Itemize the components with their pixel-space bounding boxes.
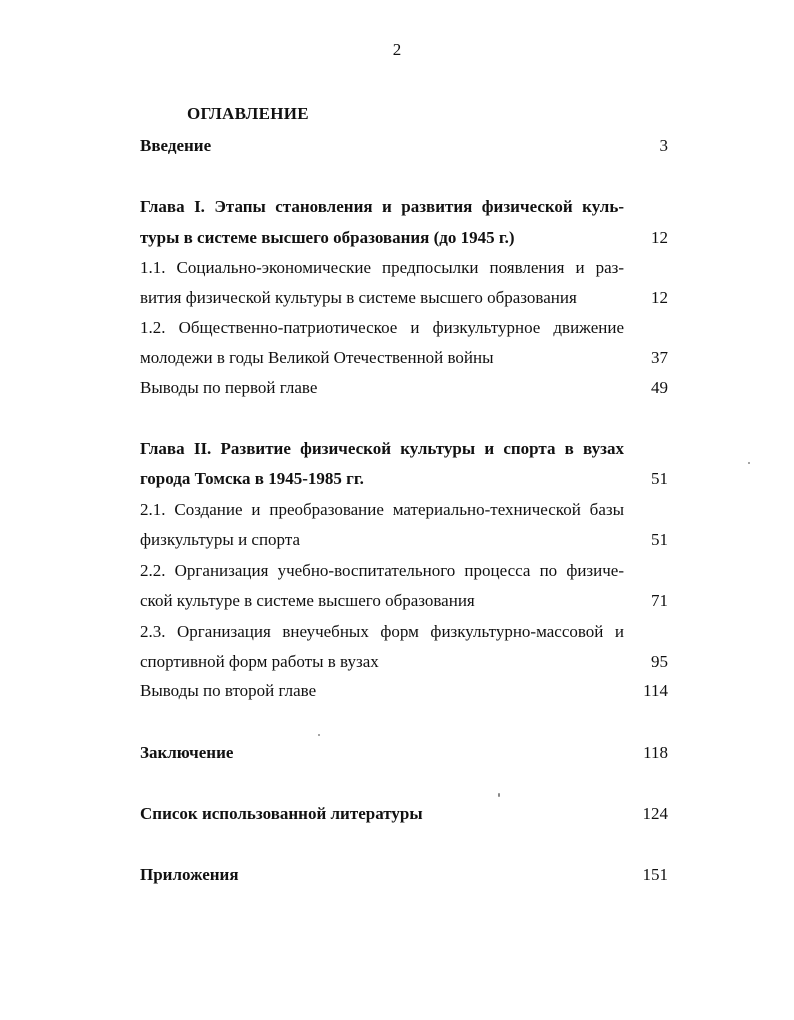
entry-text: 1.1. Социально-экономические предпосылки появления и раз- — [140, 258, 624, 277]
entry-text: Введение — [140, 136, 212, 155]
entry-text: туры в системе высшего образования (до 1945 г.) — [140, 228, 515, 247]
entry-text: молодежи в годы Великой Отечественной войны — [140, 348, 494, 367]
entry-text: Выводы по второй главе — [140, 681, 317, 700]
entry-page: 51 — [651, 469, 668, 488]
entry-text: Приложения — [140, 865, 239, 884]
entry-text: 2.2. Организация учебно-воспитательного процесса по физиче- — [140, 561, 624, 580]
entry-page: 49 — [651, 378, 668, 397]
entry-text: города Томска в 1945-1985 гг. — [140, 469, 364, 488]
entry-page: 51 — [651, 530, 668, 549]
entry-text: вития физической культуры в системе высшего образования — [140, 288, 577, 307]
scan-speck — [318, 734, 320, 736]
scan-speck — [748, 462, 750, 464]
entry-page: 3 — [659, 136, 668, 155]
entry-page: 12 — [651, 228, 668, 247]
entry-text: ской культуре в системе высшего образования — [140, 591, 475, 610]
entry-text: 1.2. Общественно-патриотическое и физкультурное движение — [140, 318, 624, 337]
page-number: 2 — [392, 40, 402, 59]
entry-text: Глава II. Развитие физической культуры и спорта в вузах — [140, 439, 624, 458]
scan-speck — [498, 793, 500, 797]
entry-text: спортивной форм работы в вузах — [140, 652, 379, 671]
entry-text: Глава I. Этапы становления и развития физической куль- — [140, 197, 624, 216]
entry-text: 2.1. Создание и преобразование материально-технической базы — [140, 500, 624, 519]
entry-text: Список использованной литературы — [140, 804, 423, 823]
entry-page: 37 — [651, 348, 668, 367]
entry-text: 2.3. Организация внеучебных форм физкультурно-массовой и — [140, 622, 624, 641]
entry-text: Выводы по первой главе — [140, 378, 318, 397]
entry-page: 118 — [643, 743, 668, 762]
entry-page: 12 — [651, 288, 668, 307]
entry-text: физкультуры и спорта — [140, 530, 301, 549]
entry-page: 95 — [651, 652, 668, 671]
entry-page: 151 — [642, 865, 668, 884]
entry-page: 71 — [651, 591, 668, 610]
entry-page: 124 — [642, 804, 668, 823]
toc-title: ОГЛАВЛЕНИЕ — [187, 104, 309, 123]
entry-text: Заключение — [140, 743, 234, 762]
entry-page: 114 — [643, 681, 668, 700]
